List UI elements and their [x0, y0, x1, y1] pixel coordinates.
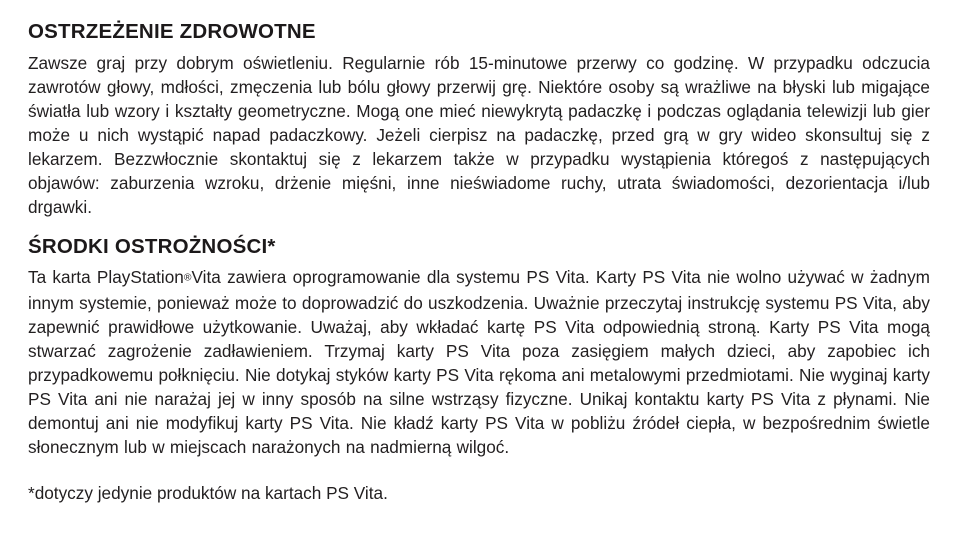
registered-trademark-symbol: ®	[183, 272, 192, 284]
precautions-heading: ŚRODKI OSTROŻNOŚCI*	[28, 234, 276, 258]
footnote: *dotyczy jedynie produktów na kartach PS Vita.	[28, 482, 388, 503]
precautions-body: Ta karta PlayStation®Vita zawiera oprogramowanie dla systemu PS Vita. Karty PS Vita nie wolno używać w żadnym innym systemie, ponieważ może to doprowadzić do uszkodzenia. Uważnie przeczytaj instrukcję systemu PS Vita, aby zapewnić prawidłowe użytkowanie. Uważaj, aby wkładać kartę PS Vita odpowiednią stroną. Karty PS Vita mogą stwarzać zagrożenie zadławieniem. Trzymaj karty PS Vita poza zasięgiem małych dzieci, aby zapobiec ich przypadkowemu połknięciu. Nie dotykaj styków karty PS Vita rękoma ani metalowymi przedmiotami. Nie wyginaj karty PS Vita ani nie narażaj jej w inny sposób na silne wstrząsy fizyczne. Unikaj kontaktu karty PS Vita z płynami. Nie demontuj ani nie modyfikuj karty PS Vita. Nie kładź karty PS Vita w pobliżu źródeł ciepła, w bezpośrednim świetle słonecznym lub w miejscach narażonych na nadmierną wilgoć.	[28, 267, 930, 457]
health-warning-body: Zawsze graj przy dobrym oświetleniu. Regularnie rób 15-minutowe przerwy co godzinę. W przypadku odczucia zawrotów głowy, mdłości, zmęczenia lub bólu głowy przerwij grę. Niektóre osoby są wrażliwe na błyski lub migające światła lub wzory i kształty geometryczne. Mogą one mieć niewykrytą padaczkę i podczas oglądania telewizji lub gier może u nich wystąpić napad padaczkowy. Jeżeli cierpisz na padaczkę, przed grą w gry wideo skonsultuj się z lekarzem. Bezzwłocznie skontaktuj się z lekarzem także w przypadku wystąpienia któregoś z następujących objawów: zaburzenia wzroku, drżenie mięśni, inne nieświadome ruchy, utrata świadomości, dezorientacja i/lub drgawki.	[28, 52, 930, 217]
health-warning-heading: OSTRZEŻENIE ZDROWOTNE	[28, 20, 316, 43]
section-health-warning	[28, 21, 930, 219]
section-precautions	[28, 236, 930, 459]
